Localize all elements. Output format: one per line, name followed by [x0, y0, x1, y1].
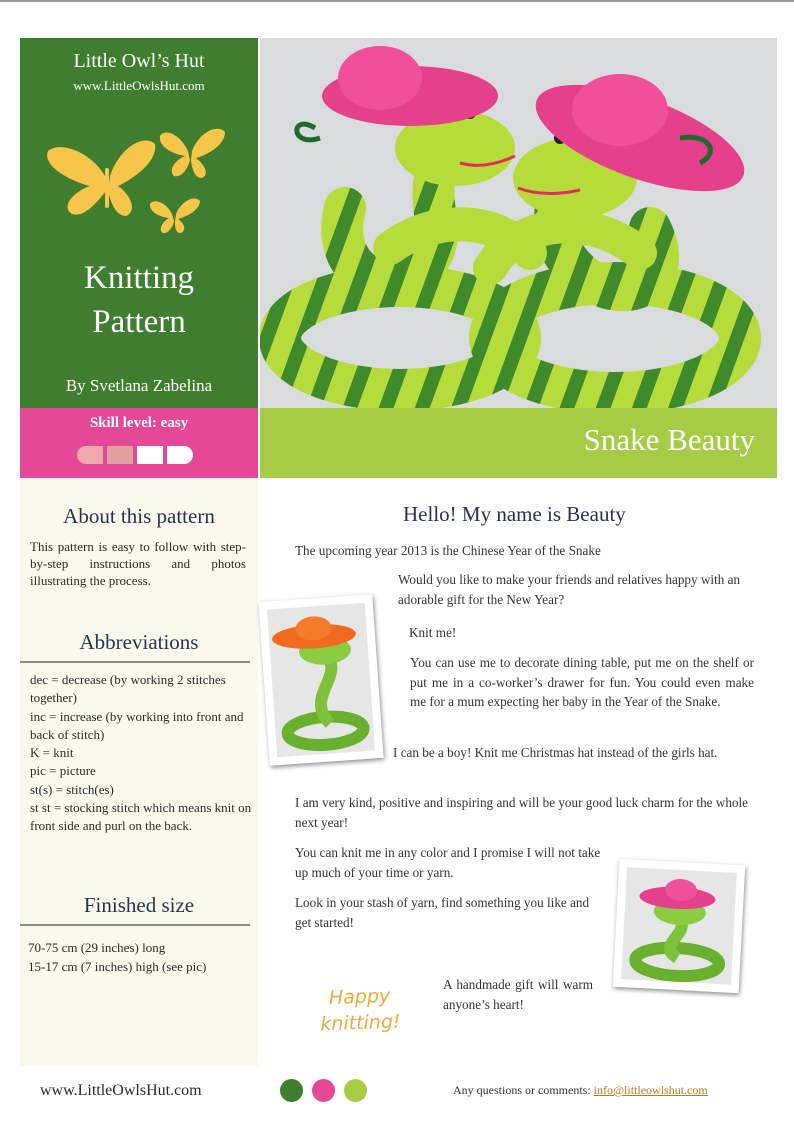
paragraph: You can knit me in any color and I promise I will not take up much of your time or yarn. — [295, 845, 601, 880]
snake-pink-hat-photo — [621, 867, 737, 985]
skill-pill-1 — [77, 446, 103, 464]
paragraph: I am very kind, positive and inspiring and will be your good luck charm for the whole next year! — [295, 795, 749, 830]
main-heading: Hello! My name is Beauty — [403, 502, 626, 526]
brand-name: Little Owl’s Hut — [73, 50, 205, 72]
dot-lime — [344, 1079, 367, 1102]
skill-pill-3 — [137, 446, 163, 464]
snake-orange-hat-photo — [267, 603, 375, 757]
paragraph: You can use me to decorate dining table, put me on the shelf or put me in a co-worker’s drawer for fun. You could even make me for a mum expecting her baby in the Year of the Snake. — [410, 655, 754, 709]
footer-url[interactable]: www.LittleOwlsHut.com — [40, 1082, 202, 1099]
dot-green — [280, 1079, 303, 1102]
abbreviations-list — [30, 671, 252, 836]
finished-size-list — [28, 938, 256, 976]
paragraph: The upcoming year 2013 is the Chinese Year of the Snake — [295, 543, 601, 558]
about-heading: About this pattern — [63, 504, 215, 528]
abbr-item: K = knit — [30, 745, 74, 761]
size-line: 70-75 cm (29 inches) long — [28, 940, 166, 955]
abbr-item: st st = stocking stitch which means knit on front side and purl on the back. — [30, 800, 252, 834]
skill-level-bar — [20, 408, 258, 478]
abbreviations-rule — [20, 661, 250, 663]
photo-frame-2 — [613, 859, 746, 993]
kp-line1: Knitting — [83, 260, 194, 296]
about-text: This pattern is easy to follow with step-by-step instructions and photos illustrating the process. — [30, 539, 246, 588]
finished-size-rule — [20, 924, 250, 926]
sidebar — [20, 478, 258, 1066]
photo-frame-1 — [258, 594, 383, 766]
top-border — [0, 0, 794, 2]
skill-label: Skill level: easy — [89, 415, 189, 431]
title-bar — [260, 408, 777, 478]
knitting-pattern-title — [20, 256, 258, 344]
kp-line2: Pattern — [92, 304, 186, 340]
author: By Svetlana Zabelina — [65, 376, 213, 395]
abbr-item: inc = increase (by working into front and back of stitch) — [30, 708, 244, 742]
size-line: 15-17 cm (7 inches) high (see pic) — [28, 959, 207, 974]
paragraph: I can be a boy! Knit me Christmas hat instead of the girls hat. — [393, 745, 718, 760]
paragraph: Look in your stash of yarn, find something you like and get started! — [295, 895, 590, 930]
abbreviations-heading: Abbreviations — [79, 630, 199, 654]
happy-knitting-signature — [304, 982, 416, 1038]
brand-panel — [20, 38, 258, 408]
contact-label: Any questions or comments: — [453, 1083, 591, 1097]
skill-pill-4 — [167, 446, 193, 464]
pattern-title: Snake Beauty — [583, 422, 755, 457]
brand-url: www.LittleOwlsHut.com — [73, 78, 205, 93]
skill-pill-2 — [107, 446, 133, 464]
finished-size-heading: Finished size — [83, 893, 195, 917]
dot-pink — [312, 1079, 335, 1102]
abbr-item: st(s) = stitch(es) — [30, 781, 114, 797]
butterflies-icon — [20, 96, 258, 256]
hero-photo — [260, 38, 777, 408]
footer-dots — [280, 1079, 367, 1102]
footer-contact — [453, 1083, 708, 1098]
happy-line1: Happy — [328, 984, 391, 1010]
paragraph: Knit me! — [409, 625, 457, 640]
contact-email-link[interactable]: info@littleowlshut.com — [593, 1083, 708, 1097]
snakes-photo-illustration — [260, 38, 777, 408]
happy-line2: knitting! — [319, 1010, 401, 1036]
paragraph: Would you like to make your friends and relatives happy with an adorable gift for the New Year? — [398, 572, 741, 607]
paragraph: A handmade gift will warm anyone’s heart! — [443, 977, 593, 1012]
abbr-item: dec = decrease (by working 2 stitches together) — [30, 672, 226, 706]
abbr-item: pic = picture — [30, 763, 96, 779]
skill-meter — [77, 446, 193, 464]
